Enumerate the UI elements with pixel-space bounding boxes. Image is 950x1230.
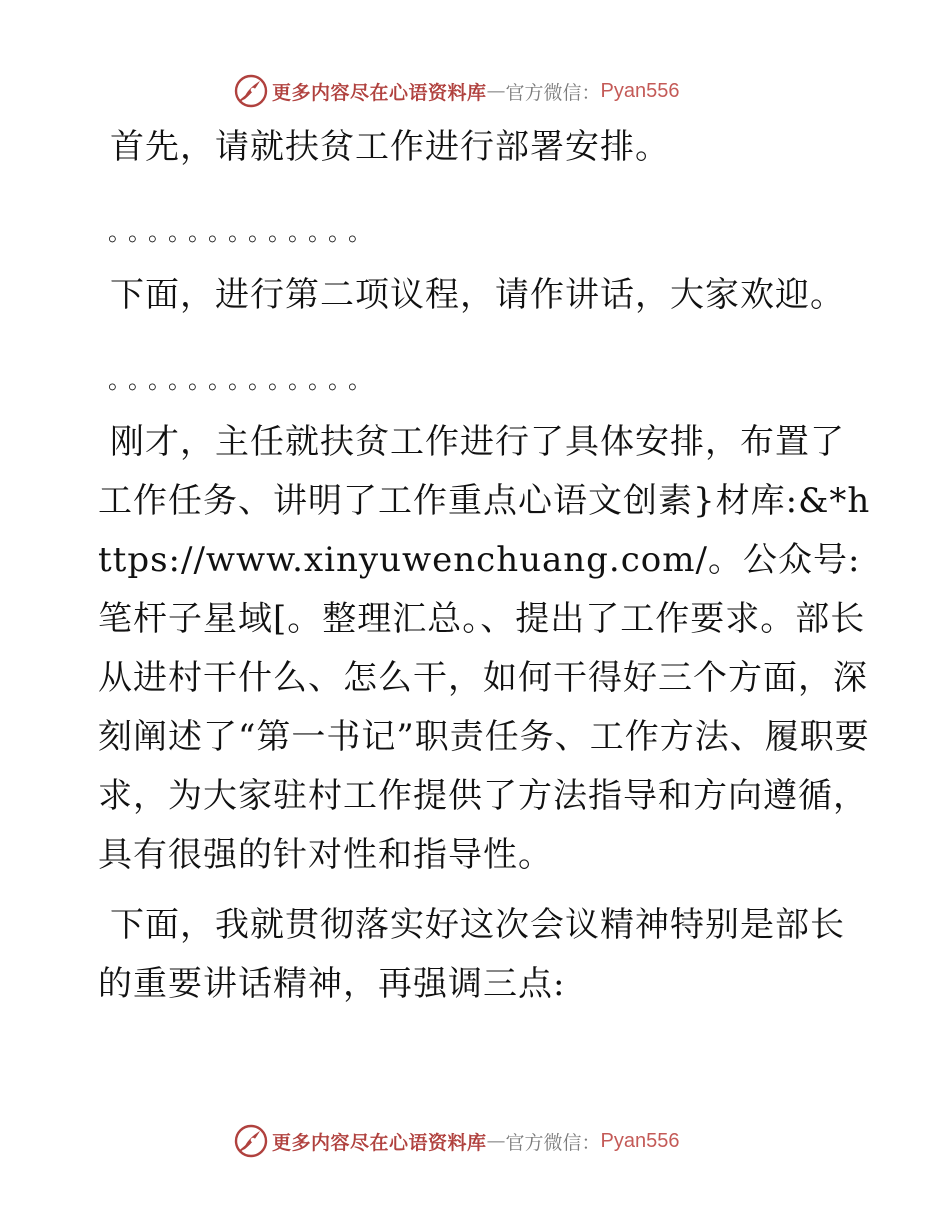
watermark-official-label: 官方微信： (505, 81, 601, 104)
paragraph-second-agenda: 下面，进行第二项议程，请作讲话，大家欢迎。 (110, 275, 845, 315)
ellipsis-dots-1: 。。。。。。。。。。。。。 (108, 218, 380, 246)
header-watermark (234, 72, 680, 110)
watermark-dash: — (486, 80, 506, 102)
watermark-dash: — (486, 1130, 506, 1152)
watermark-wechat-id: Pyan556 (600, 79, 680, 102)
paragraph-summary: 刚才，主任就扶贫工作进行了具体安排，布置了工作任务、讲明了工作重点心语文创素}材库:&*https://www.xinyuwenchuang.com/。公众号:笔杆子星域[。整理汇总。、提出了工作要求。部长从进村干什么、怎么干，如何干得好三个方面，深刻阐述了“第一书记”职责任务、工作方法、履职要求，为大家驻村工作提供了方法指导和方向遵循，具有很强的针对性和指导性。 (98, 422, 871, 875)
quill-logo-icon (234, 74, 268, 108)
ellipsis-dots-2: 。。。。。。。。。。。。。 (108, 366, 380, 394)
watermark-wechat-id: Pyan556 (600, 1129, 680, 1152)
footer-watermark (234, 1122, 680, 1160)
paragraph-deployment: 首先，请就扶贫工作进行部署安排。 (110, 127, 670, 167)
watermark-site-name: 更多内容尽在心语资料库 (272, 81, 487, 104)
quill-logo-icon (234, 1124, 268, 1158)
watermark-official-label: 官方微信： (505, 1131, 601, 1154)
watermark-site-name: 更多内容尽在心语资料库 (272, 1131, 487, 1154)
paragraph-three-points: 下面，我就贯彻落实好这次会议精神特别是部长的重要讲话精神，再强调三点: (98, 905, 845, 1004)
